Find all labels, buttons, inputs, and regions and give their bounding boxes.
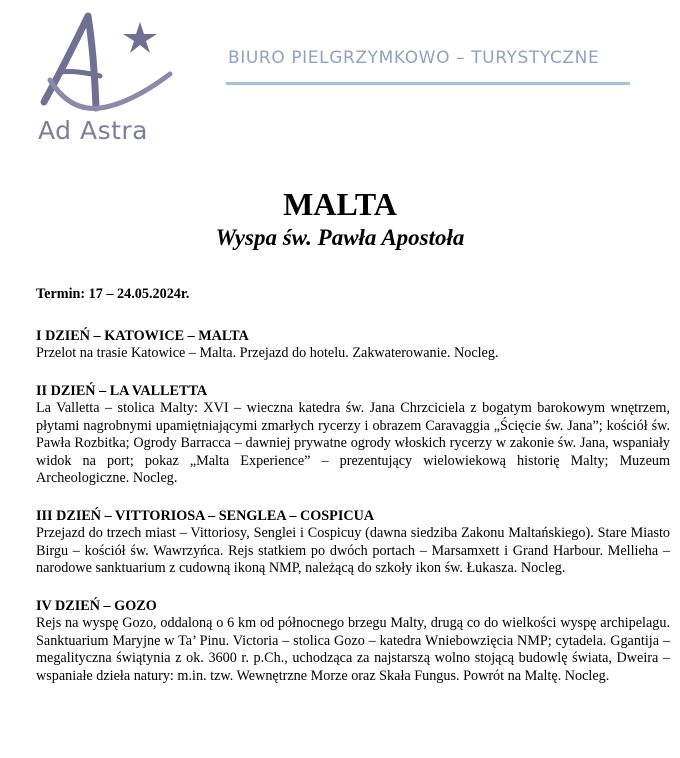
- day-title: III DZIEŃ – VITTORIOSA – SENGLEA – COSPICUA: [36, 507, 375, 524]
- day-title: I DZIEŃ – KATOWICE – MALTA: [36, 327, 249, 344]
- day-section: [36, 508, 670, 578]
- document-subtitle: Wyspa św. Pawła Apostoła: [215, 225, 465, 250]
- logo-text: Ad Astra: [38, 116, 149, 145]
- trip-term: Termin: 17 – 24.05.2024r.: [36, 286, 190, 302]
- day-title: II DZIEŃ – LA VALLETTA: [36, 382, 208, 399]
- day-description: La Valletta – stolica Malty: XVI – wieczna katedra św. Jana Chrzciciela z bogatym barokowym wnętrzem, płytami nagrobnymi upamiętniającymi zmarłych rycerzy i obrazem Caravaggia „Ścięcie św. Jana”; kościół św. Pawła Rozbitka; Ogrody Barracca – dawniej prywatne ogrody włoskich rycerzy w zakonie św. Jana, wspaniały widok na port; pokaz „Malta Experience” – prezentujący wielowiekową historię Malty; Muzeum Archeologiczne. Nocleg.: [36, 400, 670, 486]
- day-section: [36, 598, 670, 686]
- day-description: Rejs na wyspę Gozo, oddaloną o 6 km od północnego brzegu Malty, drugą co do wielkości wyspę archipelagu. Sanktuarium Maryjne w Ta’ Pinu. Victoria – stolica Gozo – katedra Wniebowzięcia NMP; cytadela. Ggantija – megalityczna świątynia z ok. 3600 r. p.Ch., uchodząca za najstarszą wolno stojącą budowlę świata, Dweira – wspaniałe dzieła natury: m.in. tzw. Wewnętrzne Morze oraz Skała Fungus. Powrót na Maltę. Nocleg.: [36, 615, 670, 684]
- header-divider: [226, 82, 630, 85]
- day-section: [36, 328, 670, 363]
- itinerary-content: [36, 286, 670, 705]
- day-title: IV DZIEŃ – GOZO: [36, 597, 157, 614]
- day-description: Przejazd do trzech miast – Vittoriosy, Senglei i Cospicuy (dawna siedziba Zakonu Maltańskiego). Stare Miasto Birgu – kościół św. Wawrzyńca. Rejs statkiem po dwóch portach – Marsamxett i Grand Harbour. Mellieha – narodowe sanktuarium z cudowną ikoną NMP, należącą do szkoły ikon św. Łukasza. Nocleg.: [36, 525, 670, 576]
- day-section: [36, 383, 670, 488]
- document-title: MALTA: [283, 186, 397, 222]
- agency-title: BIURO PIELGRZYMKOWO – TURYSTYCZNE: [228, 48, 600, 68]
- day-description: Przelot na trasie Katowice – Malta. Przejazd do hotelu. Zakwaterowanie. Nocleg.: [36, 345, 499, 361]
